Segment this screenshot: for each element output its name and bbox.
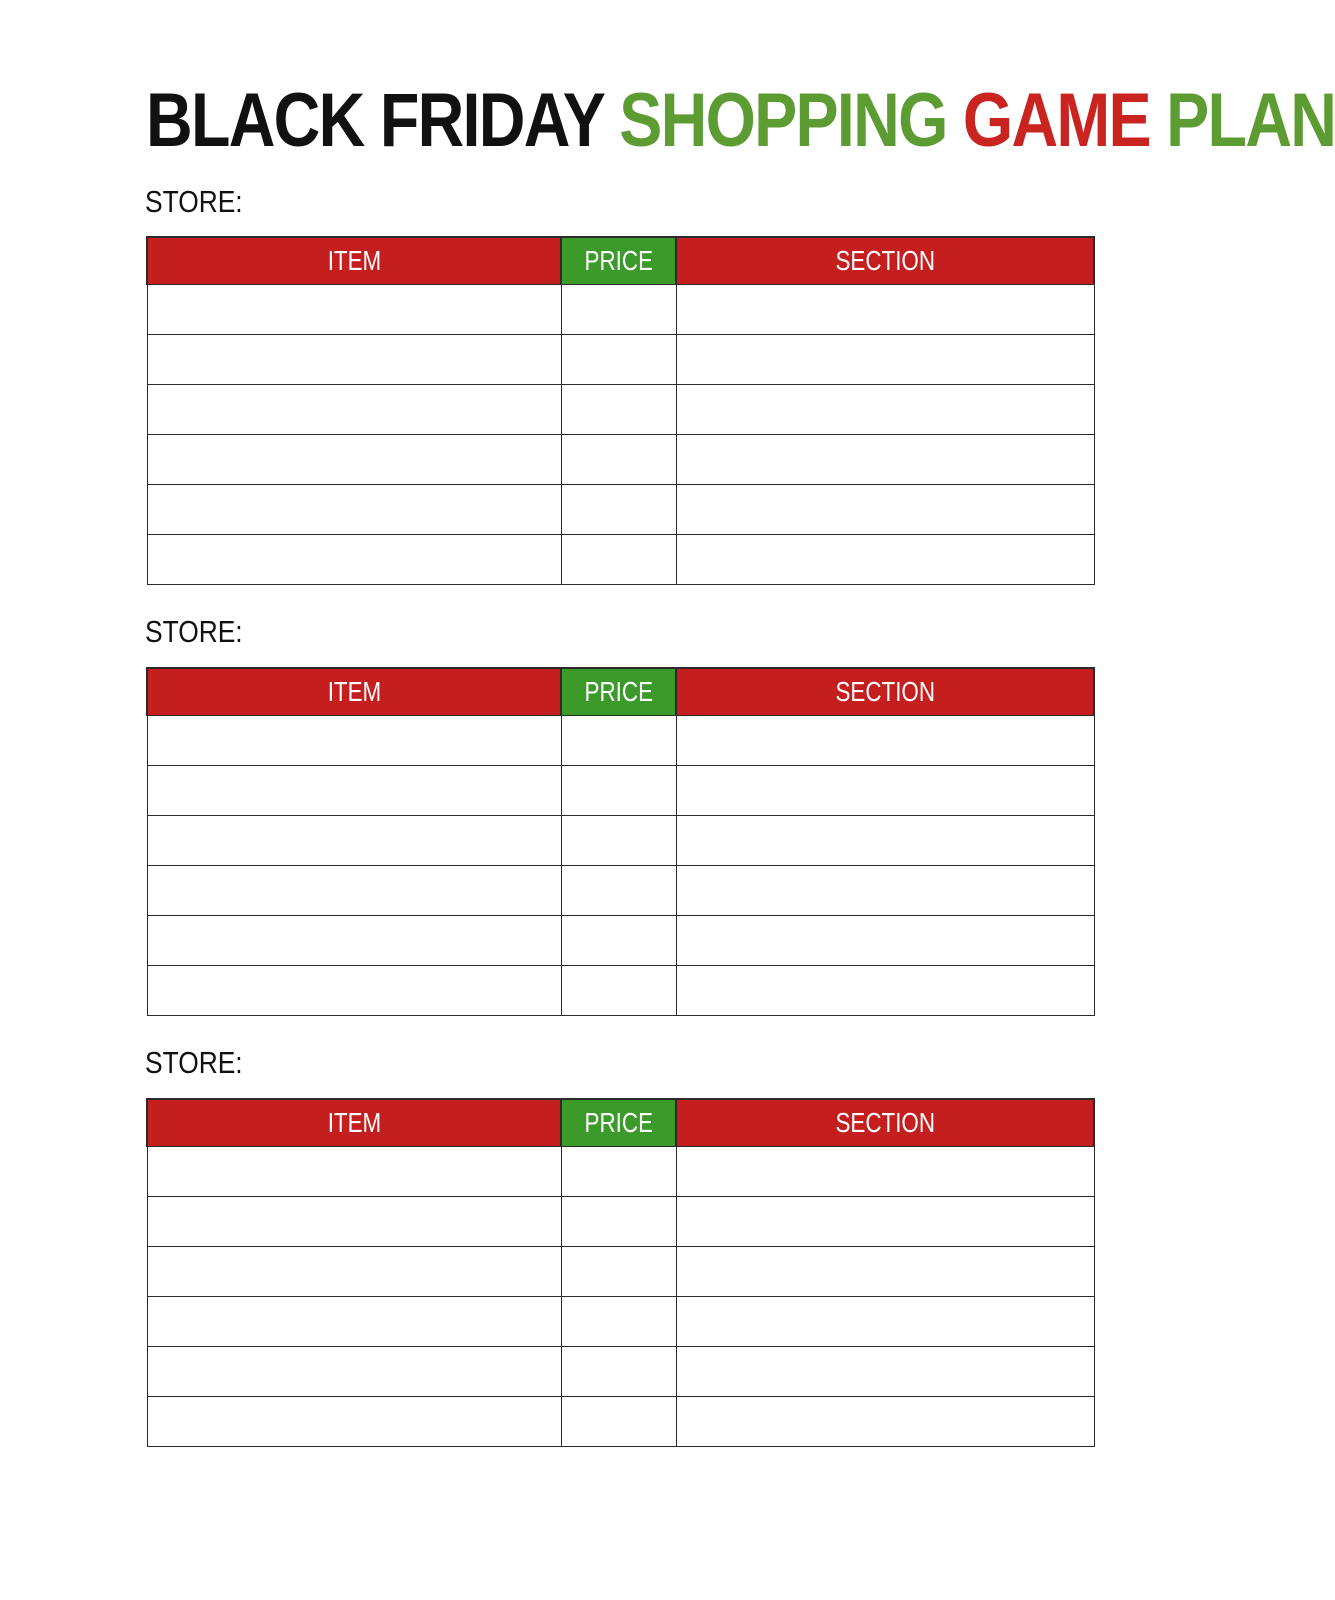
shopping-table [146, 236, 1095, 585]
item-cell[interactable] [147, 916, 561, 966]
table-header-row [147, 668, 1094, 716]
item-cell[interactable] [147, 385, 561, 435]
section-cell[interactable] [676, 535, 1094, 585]
column-header-item: ITEM [147, 668, 561, 716]
price-cell[interactable] [561, 435, 676, 485]
price-cell[interactable] [561, 1197, 676, 1247]
price-cell[interactable] [561, 285, 676, 335]
price-cell[interactable] [561, 916, 676, 966]
section-cell[interactable] [676, 1197, 1094, 1247]
item-cell[interactable] [147, 1197, 561, 1247]
price-cell[interactable] [561, 966, 676, 1016]
item-cell[interactable] [147, 335, 561, 385]
table-row [147, 916, 1094, 966]
table-header-row [147, 237, 1094, 285]
table-row [147, 866, 1094, 916]
price-cell[interactable] [561, 485, 676, 535]
table-row [147, 1347, 1094, 1397]
table-row [147, 1297, 1094, 1347]
price-cell[interactable] [561, 766, 676, 816]
item-cell[interactable] [147, 866, 561, 916]
price-cell[interactable] [561, 866, 676, 916]
price-cell[interactable] [561, 1147, 676, 1197]
section-cell[interactable] [676, 916, 1094, 966]
item-cell[interactable] [147, 1297, 561, 1347]
section-cell[interactable] [676, 385, 1094, 435]
item-cell[interactable] [147, 816, 561, 866]
column-header-section: SECTION [676, 668, 1094, 716]
item-cell[interactable] [147, 285, 561, 335]
section-cell[interactable] [676, 716, 1094, 766]
column-header-price: PRICE [561, 237, 676, 285]
section-cell[interactable] [676, 1347, 1094, 1397]
price-cell[interactable] [561, 1347, 676, 1397]
section-cell[interactable] [676, 1297, 1094, 1347]
shopping-table [146, 1098, 1095, 1447]
price-cell[interactable] [561, 1397, 676, 1447]
price-cell[interactable] [561, 816, 676, 866]
table-row [147, 716, 1094, 766]
table-row [147, 285, 1094, 335]
table-body [147, 285, 1094, 585]
shopping-table [146, 667, 1095, 1016]
table-header-row [147, 1099, 1094, 1147]
table-body [147, 716, 1094, 1016]
item-cell[interactable] [147, 435, 561, 485]
item-cell[interactable] [147, 485, 561, 535]
table-row [147, 485, 1094, 535]
store-label: STORE: [145, 614, 243, 649]
column-header-section: SECTION [676, 1099, 1094, 1147]
table-row [147, 816, 1094, 866]
section-cell[interactable] [676, 866, 1094, 916]
section-cell[interactable] [676, 1397, 1094, 1447]
section-cell[interactable] [676, 966, 1094, 1016]
table-row [147, 1397, 1094, 1447]
price-cell[interactable] [561, 1297, 676, 1347]
table-row [147, 385, 1094, 435]
column-header-section: SECTION [676, 237, 1094, 285]
section-cell[interactable] [676, 435, 1094, 485]
price-cell[interactable] [561, 535, 676, 585]
table-row [147, 1147, 1094, 1197]
section-cell[interactable] [676, 766, 1094, 816]
section-cell[interactable] [676, 1147, 1094, 1197]
price-cell[interactable] [561, 385, 676, 435]
table-row [147, 1247, 1094, 1297]
table-row [147, 435, 1094, 485]
item-cell[interactable] [147, 1147, 561, 1197]
price-cell[interactable] [561, 716, 676, 766]
store-label: STORE: [145, 1045, 243, 1080]
table-row [147, 535, 1094, 585]
section-cell[interactable] [676, 285, 1094, 335]
item-cell[interactable] [147, 1347, 561, 1397]
item-cell[interactable] [147, 1397, 561, 1447]
title-word-plan: PLAN [1166, 78, 1335, 163]
table-body [147, 1147, 1094, 1447]
column-header-item: ITEM [147, 1099, 561, 1147]
title-word-game: GAME [962, 78, 1150, 163]
column-header-item: ITEM [147, 237, 561, 285]
title-word-black-friday: BLACK FRIDAY [146, 78, 603, 163]
item-cell[interactable] [147, 1247, 561, 1297]
title-word-shopping: SHOPPING [619, 78, 947, 163]
item-cell[interactable] [147, 966, 561, 1016]
page-title [146, 76, 1335, 166]
store-label: STORE: [145, 184, 243, 219]
price-cell[interactable] [561, 1247, 676, 1297]
item-cell[interactable] [147, 535, 561, 585]
section-cell[interactable] [676, 485, 1094, 535]
section-cell[interactable] [676, 335, 1094, 385]
section-cell[interactable] [676, 816, 1094, 866]
table-row [147, 1197, 1094, 1247]
table-row [147, 335, 1094, 385]
table-row [147, 966, 1094, 1016]
section-cell[interactable] [676, 1247, 1094, 1297]
column-header-price: PRICE [561, 1099, 676, 1147]
table-row [147, 766, 1094, 816]
item-cell[interactable] [147, 766, 561, 816]
item-cell[interactable] [147, 716, 561, 766]
column-header-price: PRICE [561, 668, 676, 716]
price-cell[interactable] [561, 335, 676, 385]
